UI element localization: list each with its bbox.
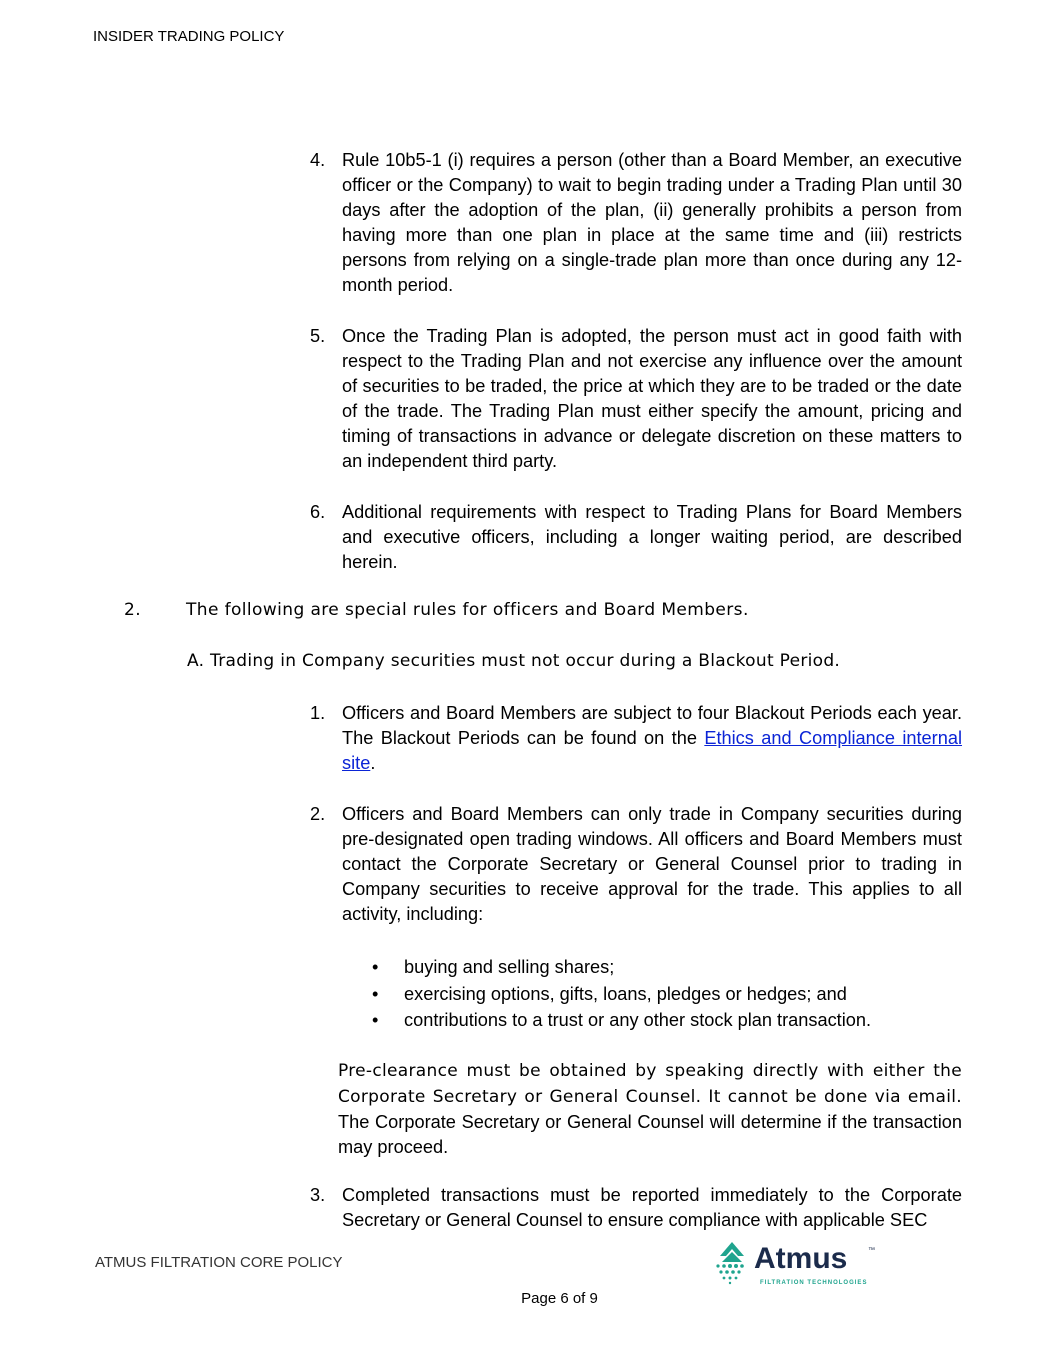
- bullet-item: • contributions to a trust or any other stock plan transaction.: [372, 1007, 871, 1034]
- atmus-logo: [712, 1240, 882, 1290]
- bullet-list: [372, 954, 871, 1034]
- preclearance-paragraph: [338, 1058, 962, 1160]
- list-item: [310, 1183, 962, 1233]
- bullet-item: • exercising options, gifts, loans, pledges or hedges; and: [372, 981, 871, 1008]
- bullet-item: • buying and selling shares;: [372, 954, 871, 981]
- preclearance-text-a: Pre-clearance must be obtained by speaking directly with either the Corporate Secretary or General Counsel. It cannot be done via email.: [338, 1061, 962, 1108]
- atmus-logo-tagline: FILTRATION TECHNOLOGIES: [760, 1280, 868, 1286]
- list-number: 3.: [310, 1185, 326, 1205]
- list-number: 1.: [310, 703, 326, 723]
- atmus-logo-trademark: ™: [868, 1247, 875, 1254]
- list-text: Additional requirements with respect to Trading Plans for Board Members and executive officers, including a longer waiting period, are described herein.: [342, 502, 962, 573]
- list-text: Officers and Board Members can only trade in Company securities during pre-designated open trading windows. All officers and Board Members must contact the Corporate Secretary or General Counsel prior to trading in Company securities to receive approval for the trade. This applies to all activity, including:: [342, 804, 962, 925]
- list-number: 5.: [310, 326, 326, 346]
- page-number: Page 6 of 9: [521, 1290, 598, 1307]
- list-number: 2.: [310, 804, 326, 824]
- list-text: Officers and Board Members are subject to four Blackout Periods each year. The Blackout Periods can be found on the: [342, 703, 962, 749]
- footer-policy-label: ATMUS FILTRATION CORE POLICY: [95, 1254, 343, 1271]
- list-item: [310, 148, 962, 299]
- list-text: Rule 10b5-1 (i) requires a person (other than a Board Member, an executive officer or the Company) to wait to begin trading under a Trading Plan until 30 days after the adoption of the plan, (ii) generally prohibits a person from having more than one plan in place at the same time and (iii) restricts persons from relying on a single-trade plan more than once during any 12-month period.: [342, 150, 962, 296]
- bullet-icon: •: [372, 983, 379, 1004]
- list-number: 6.: [310, 502, 326, 522]
- bullet-icon: •: [372, 957, 379, 977]
- section-number: 2.: [124, 600, 142, 620]
- document-header: INSIDER TRADING POLICY: [93, 28, 285, 45]
- list-text: Once the Trading Plan is adopted, the person must act in good faith with respect to the Trading Plan and not exercise any influence over the amount of securities to be traded, the price at which they are to be traded or the date of the trade. The Trading Plan must either specify the amount, pricing and timing of transactions in advance or delegate discretion on these matters to an independent third party.: [342, 326, 962, 472]
- list-text-end: .: [370, 753, 376, 774]
- atmus-logo-wordmark: Atmus: [754, 1242, 848, 1275]
- list-text: Completed transactions must be reported immediately to the Corporate Secretary or General Counsel to ensure compliance with applicable SEC: [342, 1185, 962, 1231]
- bullet-icon: •: [372, 1010, 379, 1030]
- list-item: [310, 802, 962, 927]
- list-number: 4.: [310, 150, 326, 170]
- ethics-compliance-link[interactable]: Ethics and Compliance internal site: [342, 728, 963, 774]
- subsection-heading: A. Trading in Company securities must not occur during a Blackout Period.: [187, 651, 841, 671]
- list-item: [310, 324, 962, 475]
- preclearance-text-b: The Corporate Secretary or General Counsel will determine if the transaction may proceed.: [338, 1112, 962, 1158]
- list-item: [310, 500, 962, 575]
- atmus-logo-icon: [716, 1242, 744, 1284]
- list-item: [310, 701, 963, 776]
- section-title: The following are special rules for officers and Board Members.: [186, 600, 749, 620]
